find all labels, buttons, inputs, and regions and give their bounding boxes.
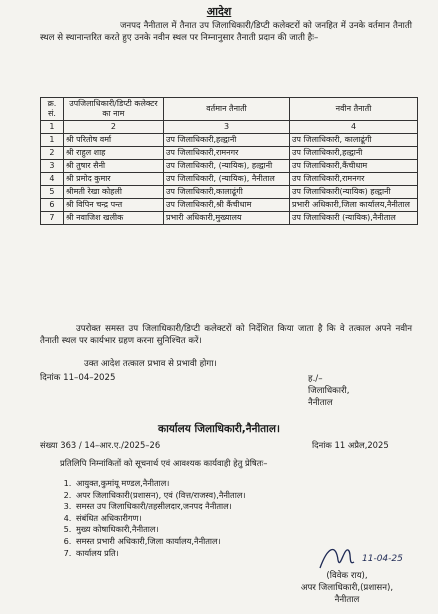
serial-cell: 6 <box>41 199 64 212</box>
signatory-designation: अपर जिलाधिकारी,(प्रशासन), <box>300 583 394 593</box>
new-posting-cell: उप जिलाधिकारी,कैंचीधाम <box>290 160 418 173</box>
order-title: आदेश <box>206 5 232 18</box>
current-posting-cell: प्रभारी अधिकारी,मुख्यालय <box>163 212 289 225</box>
order-effect: उक्त आदेश तत्काल प्रभाव से प्रभावी होगा। <box>84 359 217 369</box>
name-cell: श्री नवाजिश खलीक <box>63 212 163 225</box>
signatory-name: (विवेक राय), <box>326 571 368 581</box>
reference-date: दिनांक 11 अप्रैल,2025 <box>312 440 389 450</box>
table-row <box>41 160 418 173</box>
table-header-row <box>41 98 418 121</box>
header-serial: क्र. सं. <box>41 98 64 121</box>
new-posting-cell: उप जिलाधिकारी, कालाढूंगी <box>290 134 418 147</box>
list-item: 7. कार्यालय प्रति। <box>74 548 374 560</box>
serial-cell: 3 <box>41 160 64 173</box>
list-item: 5. मुख्य कोषाधिकारी,नैनीताल। <box>74 524 374 536</box>
name-cell: श्रीमती रेखा कोहली <box>63 186 163 199</box>
table-row <box>41 134 418 147</box>
new-posting-cell: उप जिलाधिकारी,रामनगर <box>290 173 418 186</box>
current-posting-cell: उप जिलाधिकारी,हल्द्वानी <box>163 134 289 147</box>
office-signature-block <box>282 570 412 606</box>
new-posting-cell: प्रभारी अधिकारी,जिला कार्यालय,नैनीताल <box>290 199 418 212</box>
column-number: 1 <box>41 121 64 134</box>
order-date: दिनांक 11–04–2025 <box>40 373 116 383</box>
column-number: 2 <box>63 121 163 134</box>
column-number: 4 <box>290 121 418 134</box>
current-posting-cell: उप जिलाधिकारी,कालाढूंगी <box>163 186 289 199</box>
reference-number: संख्या 363 / 14–आर.ए./2025–26 <box>40 440 161 450</box>
name-cell: श्री परितोष वर्मा <box>63 134 163 147</box>
handwritten-signature <box>318 540 410 574</box>
header-name: उपजिलाधिकारी/डिप्टी कलेक्टर का नाम <box>63 98 163 121</box>
serial-cell: 1 <box>41 134 64 147</box>
current-posting-cell: उप जिलाधिकारी,रामनगर <box>163 147 289 160</box>
list-item: 6. समस्त प्रभारी अधिकारी,जिला कार्यालय,नैनीताल। <box>74 536 374 548</box>
signatory-place: नैनीताल <box>334 595 360 605</box>
order-intro: जनपद नैनीताल में तैनात उप जिलाधिकारी/डिप्टी कलेक्टरों को जनहित में उनके वर्तमान तैनाती स्थल से स्थानान्तरित करते हुए उनके नवीन स्थल पर निम्नानुसार तैनाती प्रदान की जाती हैः– <box>40 21 412 43</box>
transfer-table <box>40 97 418 225</box>
signatory-place: नैनीताल <box>308 398 333 408</box>
header-current-posting: वर्तमान तैनाती <box>163 98 289 121</box>
list-item: 3. समस्त उप जिलाधिकारी/तहसीलदार,जनपद नैनीताल। <box>74 501 374 513</box>
serial-cell: 5 <box>41 186 64 199</box>
table-row <box>41 186 418 199</box>
header-new-posting: नवीन तैनाती <box>290 98 418 121</box>
table-row <box>41 212 418 225</box>
table-row <box>41 147 418 160</box>
serial-cell: 7 <box>41 212 64 225</box>
list-item: 4. संबंधित अधिकारीगण। <box>74 513 374 525</box>
new-posting-cell: उप जिलाधिकारी (न्यायिक),नैनीताल <box>290 212 418 225</box>
name-cell: श्री विपिन चन्द्र पन्त <box>63 199 163 212</box>
column-number-row <box>41 121 418 134</box>
name-cell: श्री तुषार सैनी <box>63 160 163 173</box>
serial-cell: 2 <box>41 147 64 160</box>
current-posting-cell: उप जिलाधिकारी, (न्यायिक), हल्द्वानी <box>163 160 289 173</box>
handwritten-date: 11-04-25 <box>362 554 403 564</box>
serial-cell: 4 <box>41 173 64 186</box>
copy-intro: प्रतिलिपि निम्नांकितों को सूचनार्थ एवं आवश्यक कार्यवाही हेतु प्रेषितः– <box>60 458 268 468</box>
name-cell: श्री राहुल शाह <box>63 147 163 160</box>
signature-sd: ह./– <box>308 374 323 384</box>
new-posting-cell: उप जिलाधिकारी,हल्द्वानी <box>290 147 418 160</box>
order-signature-block <box>308 373 349 409</box>
table-row <box>41 199 418 212</box>
list-item: 2. अपर जिलाधिकारी(प्रशासन), एवं (वित्त/राजस्व),नैनीताल। <box>74 490 374 502</box>
new-posting-cell: उप जिलाधिकारी(न्यायिक) हल्द्वानी <box>290 186 418 199</box>
name-cell: श्री प्रमोद कुमार <box>63 173 163 186</box>
current-posting-cell: उप जिलाधिकारी, (न्यायिक), नैनीताल <box>163 173 289 186</box>
office-title: कार्यालय जिलाधिकारी,नैनीताल। <box>158 423 280 435</box>
order-directive: उपरोक्त समस्त उप जिलाधिकारी/डिप्टी कलेक्टरों को निर्देशित किया जाता है कि वे तत्काल अपने नवीन तैनाती स्थल पर कार्यभार ग्रहण करना सुनिश्चित करें। <box>40 324 412 346</box>
signatory-designation: जिलाधिकारी, <box>308 386 350 396</box>
column-number: 3 <box>163 121 289 134</box>
current-posting-cell: उप जिलाधिकारी,श्री कैंचीधाम <box>163 199 289 212</box>
list-item: 1. आयुक्त,कुमांयू मण्डल,नैनीताल। <box>74 478 374 490</box>
table-row <box>41 173 418 186</box>
